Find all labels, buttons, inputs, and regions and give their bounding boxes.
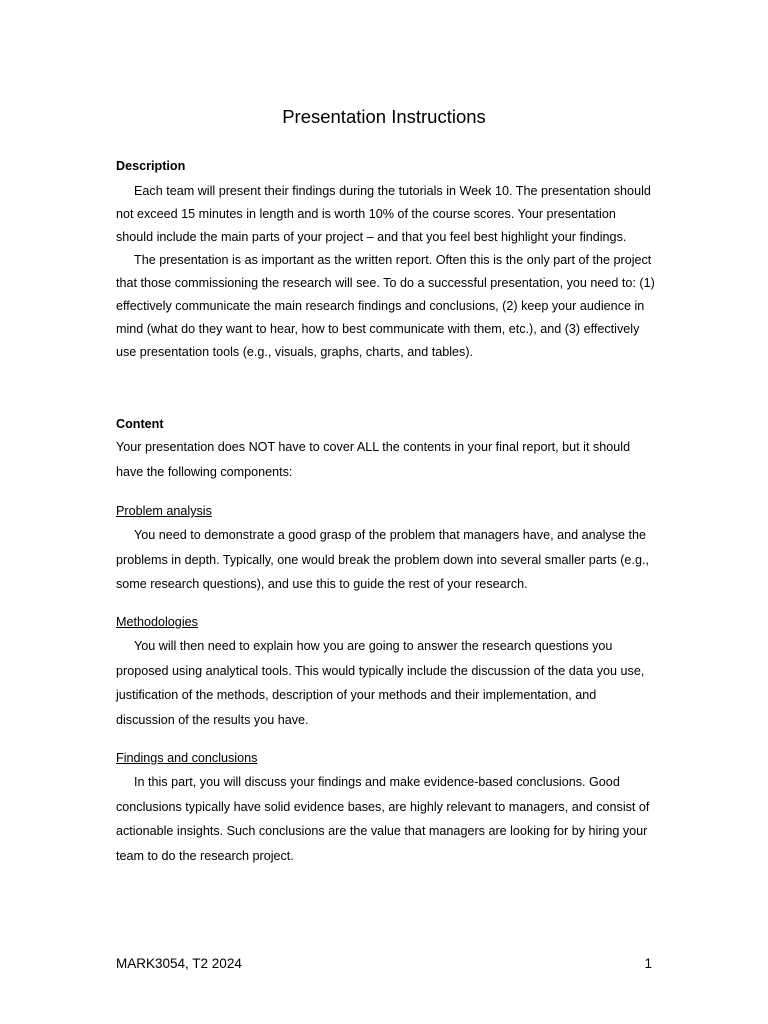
footer-page-number: 1: [644, 956, 652, 971]
section-text: In this part, you will discuss your findings and make evidence-based conclusions. Good conclusions typically have solid evidence bases, are highly relevant to managers, and consist of actionable insights. Such conclusions are the value that managers are looking for by hiring your team to do the research project.: [116, 775, 650, 863]
section-title: Problem analysis: [116, 504, 212, 518]
section-findings-and-conclusions: [116, 749, 656, 868]
section-title: Findings and conclusions: [116, 751, 258, 765]
description-section: [116, 157, 656, 364]
footer-course-label: MARK3054, T2 2024: [116, 956, 242, 971]
content-intro: Your presentation does NOT have to cover ALL the contents in your final report, but it should have the following components:: [116, 440, 631, 479]
section-text: You need to demonstrate a good grasp of the problem that managers have, and analyse the problems in depth. Typically, one would break the problem down into several smaller parts (e.g., some research questions), and use this to guide the rest of your research.: [116, 528, 649, 591]
description-paragraph-1: Each team will present their findings during the tutorials in Week 10. The presentation should not exceed 15 minutes in length and is worth 10% of the course scores. Your presentation should include the main parts of your project – and that you feel best highlight your findings.: [116, 184, 651, 244]
description-paragraph-2: The presentation is as important as the written report. Often this is the only part of the project that those commissioning the research will see. To do a successful presentation, you need to: (1) effectively communicate the main research findings and conclusions, (2) keep your audience in mind (what do they want to hear, how to best communicate with them, etc.), and (3) effectively use presentation tools (e.g., visuals, graphs, charts, and tables).: [116, 253, 655, 359]
section-problem-analysis: [116, 502, 656, 597]
content-heading: Content: [116, 417, 164, 431]
description-heading: Description: [116, 159, 186, 173]
section-title: Methodologies: [116, 615, 198, 629]
section-methodologies: [116, 613, 656, 732]
page-title: Presentation Instructions: [282, 106, 486, 127]
content-section: [116, 415, 656, 484]
section-text: You will then need to explain how you are going to answer the research questions you proposed using analytical tools. This would typically include the discussion of the data you use, justification of the methods, description of your methods and their implementation, and discussion of the results you have.: [116, 639, 645, 727]
